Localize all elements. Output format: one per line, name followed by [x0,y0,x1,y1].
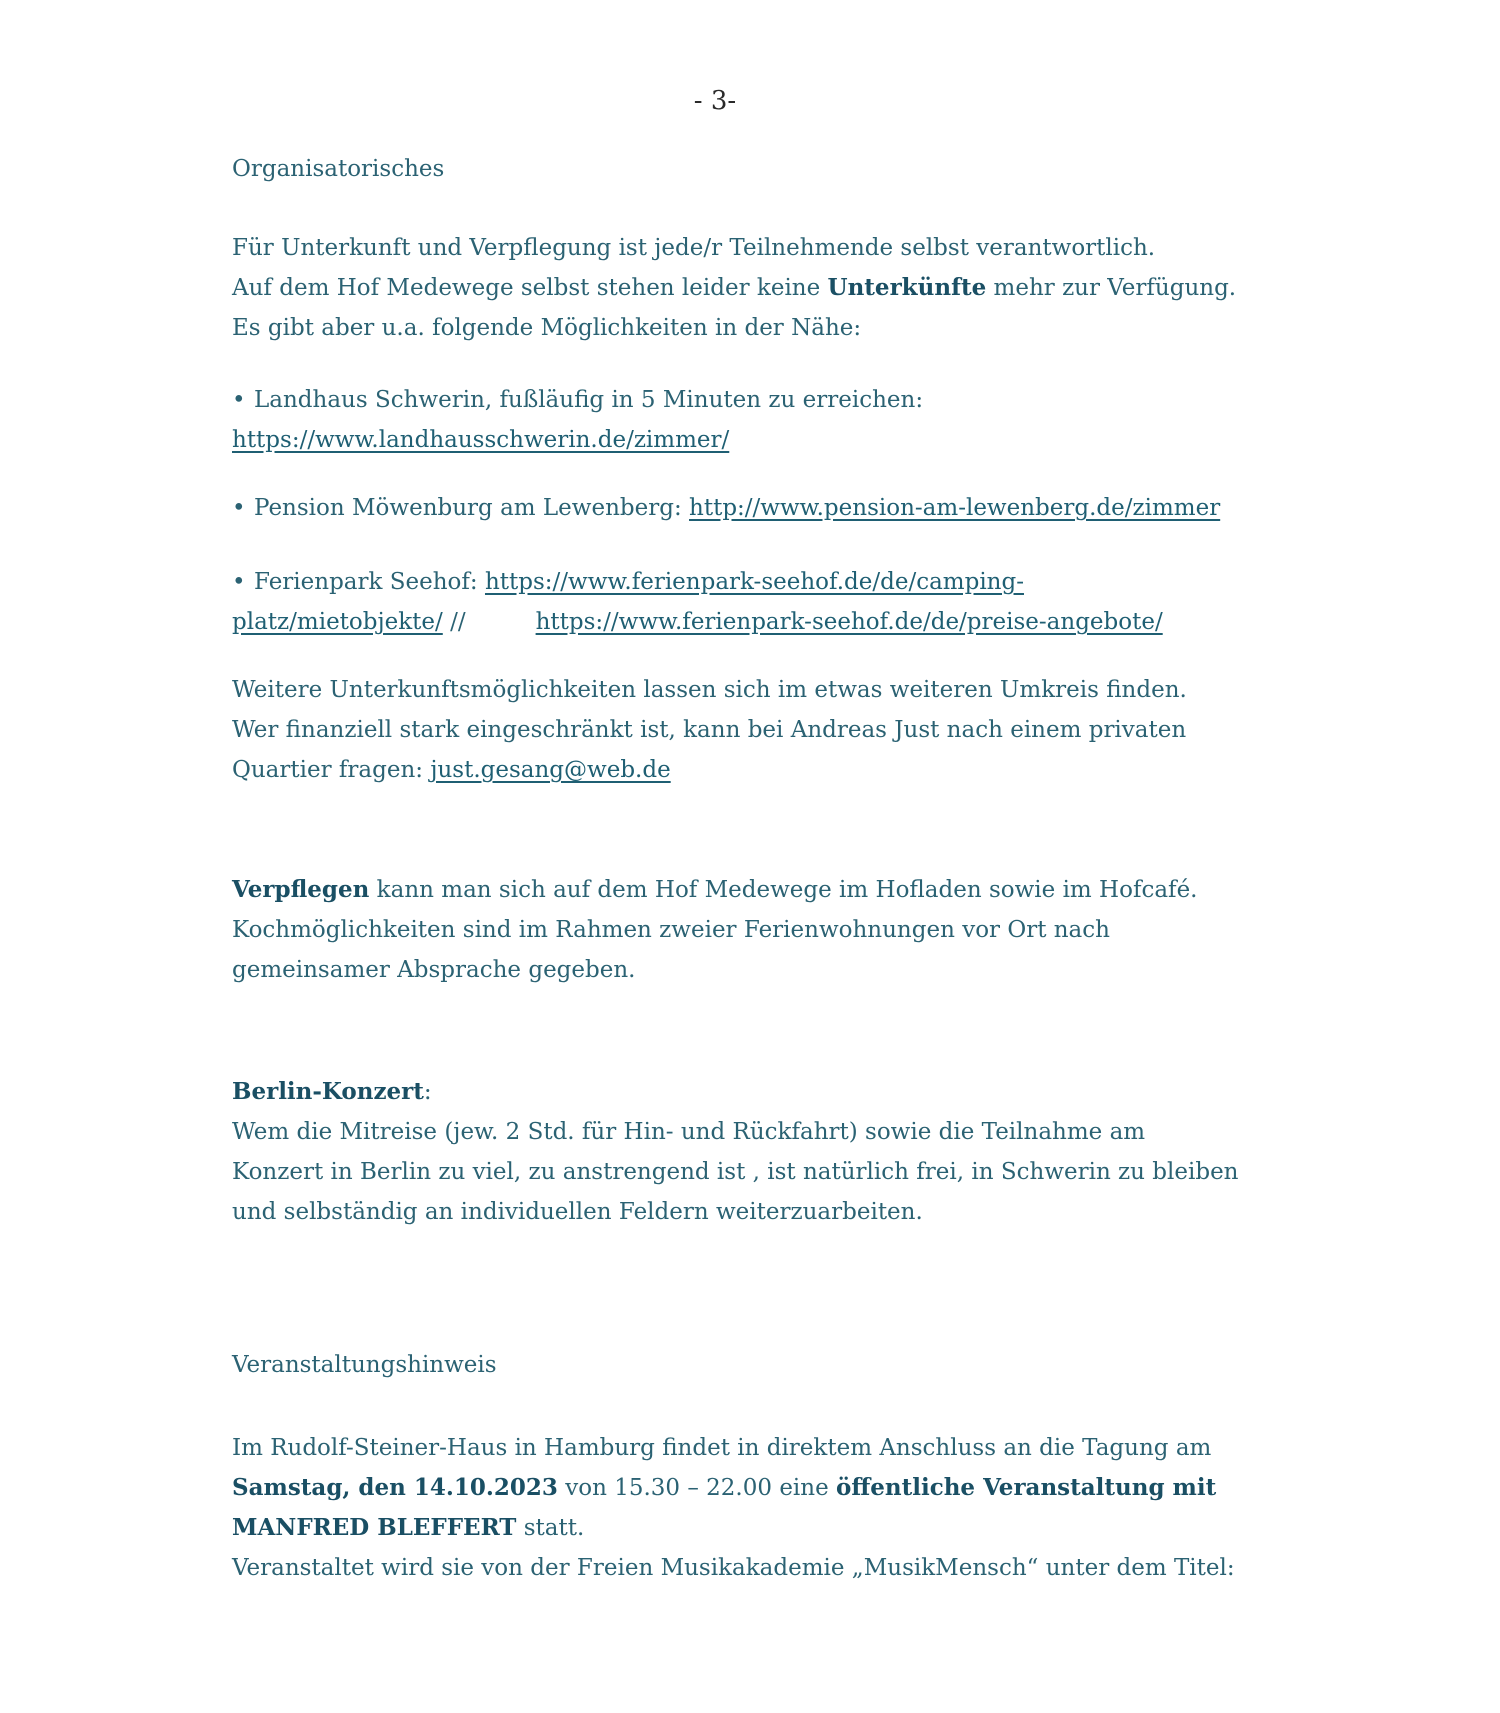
further-accommodation [232,670,1232,790]
event-line-2: Samstag, den 14.10.2023 von 15.30 – 22.00 eine öffentliche Veranstaltung mit [232,1474,1217,1501]
bullet-icon: • [232,387,246,413]
event-line-4: Veranstaltet wird sie von der Freien Musikakademie „MusikMensch“ unter dem Titel: [232,1555,1235,1581]
intro-line-2: Auf dem Hof Medewege selbst stehen leider keine Unterkünfte mehr zur Verfügung. [232,274,1237,301]
intro-line-1: Für Unterkunft und Verpflegung ist jede/r Teilnehmende selbst verantwortlich. [232,235,1156,261]
section-heading-organisatorisches: Organisatorisches [232,156,445,182]
berlin-concert-section [232,1072,1239,1232]
further-line-2: Wer finanziell stark eingeschränkt ist, kann bei Andreas Just nach einem privaten [232,717,1187,743]
list-item-pension [232,488,1232,528]
ferienpark-link-1[interactable]: https://www.ferienpark-seehof.de/de/camping- [484,569,1024,595]
further-line-3: Quartier fragen: just.gesang@web.de [232,757,671,783]
ferienpark-link-1-continued[interactable]: platz/mietobjekte/ [232,609,443,635]
list-item-landhaus [232,380,1232,460]
event-date: Samstag, den 14.10.2023 [232,1474,558,1501]
bullet-icon: • [232,495,246,521]
catering-line-2: Kochmöglichkeiten sind im Rahmen zweier Ferienwohnungen vor Ort nach [232,917,1110,943]
berlin-line-3: und selbständig an individuellen Feldern weiterzuarbeiten. [232,1199,923,1225]
further-line-1: Weitere Unterkunftsmöglichkeiten lassen sich im etwas weiteren Umkreis finden. [232,677,1187,703]
catering-line-3: gemeinsamer Absprache gegeben. [232,957,636,983]
ferienpark-text: Ferienpark Seehof: [254,569,485,595]
event-title: öffentliche Veranstaltung mit [836,1474,1217,1501]
berlin-heading: Berlin-Konzert: [232,1078,432,1105]
event-line-1: Im Rudolf-Steiner-Haus in Hamburg findet in direktem Anschluss an die Tagung am [232,1435,1212,1461]
berlin-line-1: Wem die Mitreise (jew. 2 Std. für Hin- und Rückfahrt) sowie die Teilnahme am [232,1119,1146,1145]
intro-line-3: Es gibt aber u.a. folgende Möglichkeiten in der Nähe: [232,315,862,341]
section-heading-veranstaltung: Veranstaltungshinweis [232,1352,497,1378]
ferienpark-link-2[interactable]: https://www.ferienpark-seehof.de/de/preise-angebote/ [535,609,1163,635]
accommodation-intro [232,228,1237,348]
verpflegen-bold: Verpflegen [232,876,370,903]
list-item-ferienpark [232,562,1232,642]
event-person: MANFRED BLEFFERT [232,1514,517,1541]
berlin-line-2: Konzert in Berlin zu viel, zu anstrengend ist , ist natürlich frei, in Schwerin zu bleiben [232,1159,1239,1185]
landhaus-text: Landhaus Schwerin, fußläufig in 5 Minuten zu erreichen: [254,387,924,413]
pension-text: Pension Möwenburg am Lewenberg: [254,495,690,521]
bullet-icon: • [232,569,246,595]
pension-link[interactable]: http://www.pension-am-lewenberg.de/zimmer [689,495,1221,521]
page-number: - 3- [693,86,737,116]
unterkuenfte-bold: Unterkünfte [827,274,987,301]
event-paragraph [232,1428,1235,1588]
email-link[interactable]: just.gesang@web.de [430,757,671,783]
event-line-3: MANFRED BLEFFERT statt. [232,1514,585,1541]
landhaus-link[interactable]: https://www.landhausschwerin.de/zimmer/ [232,427,730,453]
catering-paragraph: Verpflegen kann man sich auf dem Hof Medewege im Hofladen sowie im Hofcafé. Kochmöglichkeiten sind im Rahmen zweier Ferienwohnungen vor Ort nach gemeinsamer Absprache gegeben. [232,870,1232,990]
link-separator: // [442,609,466,635]
